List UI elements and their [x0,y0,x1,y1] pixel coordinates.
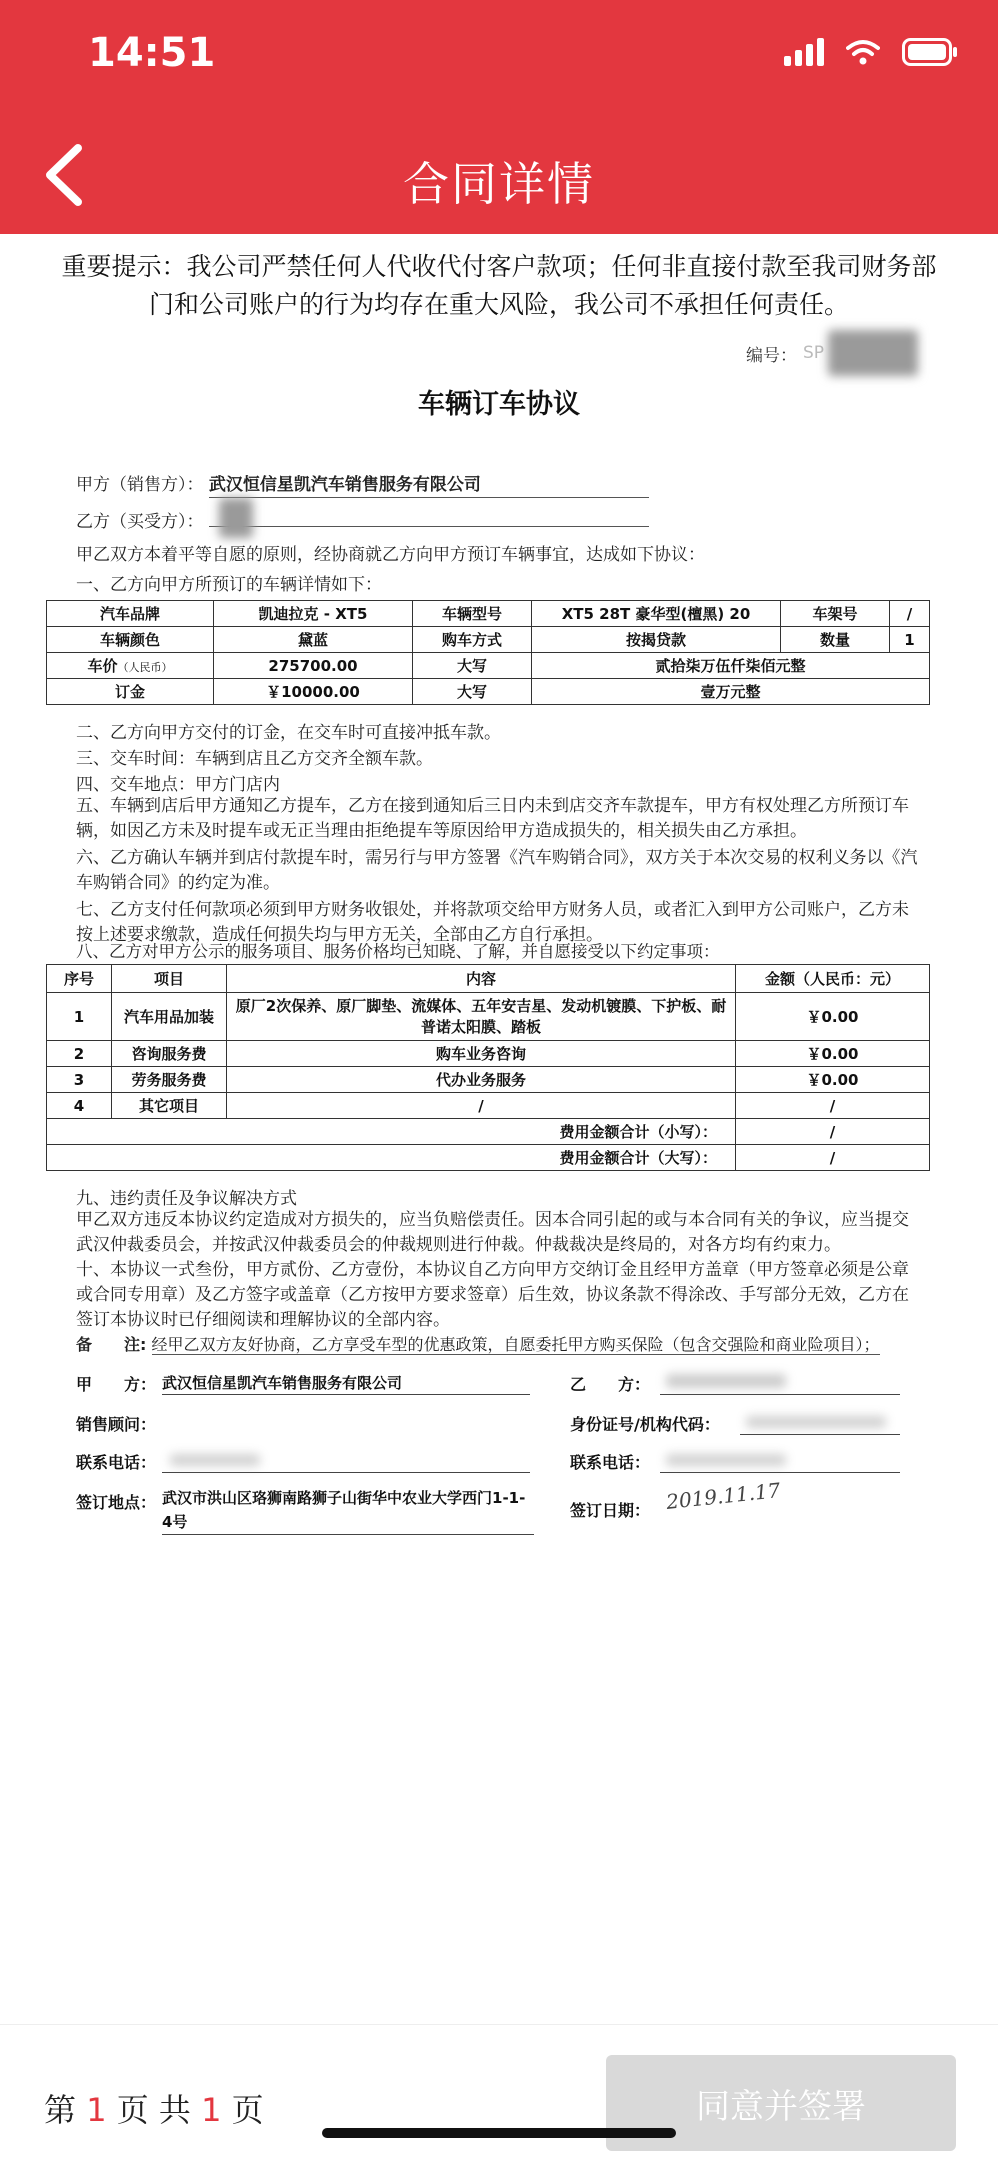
remark-label: 备 注: [76,1335,147,1354]
table-header: 序号 [47,965,112,993]
page-mid: 页 共 [116,2091,191,2129]
contract-number-value: SP [802,343,824,363]
total-big-label: 费用金额合计（大写）： [47,1145,736,1171]
important-notice: 重要提示：我公司严禁任何人代收代付客户款项；任何非直接付款至我司财务部门和公司账户的行为均存在重大风险，我公司不承担任何责任。 [61,252,937,319]
phone-b-label: 联系电话： [570,1453,651,1472]
table-row [47,993,930,1041]
sign-party-b-label: 乙 方： [570,1375,651,1394]
bottom-bar [0,2024,998,2161]
party-b-name-redaction [666,1374,786,1388]
table-row [47,627,930,653]
table-cell: 车辆颜色 [47,627,214,653]
party-a-value: 武汉恒信星凯汽车销售服务有限公司 [209,470,649,498]
clause-3: 三、交车时间：车辆到店且乙方交齐全额车款。 [76,749,433,769]
price-unit: （人民币） [117,661,173,674]
party-a-line [76,470,649,498]
table-cell: 1 [890,627,930,653]
table-cell: 车辆型号 [413,601,532,627]
phone-b-redaction [666,1454,786,1466]
agree-and-sign-button[interactable]: 同意并签署 [606,2055,956,2151]
clause-4: 四、交车地点：甲方门店内 [76,775,280,795]
status-icons [784,38,958,66]
contract-number-redaction [828,330,918,376]
phone-a-value [162,1450,530,1473]
vehicle-table [46,600,930,705]
table-cell: 汽车品牌 [47,601,214,627]
clause-5: 五、车辆到店后甲方通知乙方提车，乙方在接到通知后三日内未到店交齐车款提车，甲方有权处理乙方所预订车辆，如因乙方未及时提车或无正当理由拒绝提车等原因给甲方造成损失的，相关损失由乙方承担。 [76,796,909,841]
party-b-line [76,504,649,532]
table-cell: XT5 28T 豪华型(檀黑) 20 [532,601,781,627]
table-cell: / [227,1093,736,1119]
contract-number-label: 编号： [745,345,797,366]
table-header: 金额（人民币：元） [736,965,930,993]
total-big-value: / [736,1145,930,1171]
party-b-value [209,504,649,527]
clause-7: 七、乙方支付任何款项必须到甲方财务收银处，并将款项交给甲方财务人员，或者汇入到甲方公司账户，乙方未按上述要求缴款，造成任何损失均与甲方无关，全部由乙方自行承担。 [76,900,909,945]
table-cell: 劳务服务费 [112,1067,227,1093]
page-suffix: 页 [231,2091,264,2129]
phone-a-label: 联系电话： [76,1453,157,1472]
table-cell: / [736,1093,930,1119]
table-cell: 贰拾柒万伍仟柒佰元整 [532,653,930,679]
remark-text: 经甲乙双方友好协商，乙方享受车型的优惠政策，自愿委托甲方购买保险（包含交强险和商业险项目）； [151,1335,880,1354]
table-row [47,1093,930,1119]
service-table [46,964,930,1171]
table-cell [47,653,214,679]
table-row [47,679,930,705]
table-cell: 按揭贷款 [532,627,781,653]
sign-party-b-value [660,1372,900,1395]
table-cell: ￥0.00 [736,1041,930,1067]
party-b-redaction [219,498,253,538]
sign-place-value: 武汉市洪山区珞狮南路狮子山街华中农业大学西门1-1-4号 [162,1486,534,1535]
table-row [47,653,930,679]
phone-b-value [660,1450,900,1473]
sign-party-a-label: 甲 方： [76,1375,157,1394]
table-cell: 壹万元整 [532,679,930,705]
status-time: 14:51 [88,30,216,76]
contract-document [0,234,998,2024]
intro-text: 甲乙双方本着平等自愿的原则，经协商就乙方向甲方预订车辆事宜，达成如下协议： [76,545,705,565]
table-cell: 汽车用品加装 [112,993,227,1041]
table-cell: 代办业务服务 [227,1067,736,1093]
total-small-value: / [736,1119,930,1145]
table-cell: 3 [47,1067,112,1093]
clause-9-title: 九、违约责任及争议解决方式 [76,1189,297,1209]
clause-6: 六、乙方确认车辆并到店付款提车时，需另行与甲方签署《汽车购销合同》，双方关于本次交易的权利义务以《汽车购销合同》的约定为准。 [76,848,918,893]
page-current: 1 [86,2091,107,2129]
table-cell: 凯迪拉克 - XT5 [214,601,413,627]
signal-icon [784,38,824,66]
table-row [47,1067,930,1093]
table-header: 项目 [112,965,227,993]
table-cell: 购车业务咨询 [227,1041,736,1067]
page-total: 1 [201,2091,222,2129]
table-cell: 其它项目 [112,1093,227,1119]
page-indicator [44,2085,264,2131]
table-cell: 数量 [781,627,890,653]
page-title: 合同详情 [403,157,595,211]
section-1-title: 一、乙方向甲方所预订的车辆详情如下： [76,575,382,595]
sign-date-label: 签订日期： [570,1501,651,1520]
table-cell: 原厂2次保养、原厂脚垫、流媒体、五年安吉星、发动机镀膜、下护板、耐普诺太阳膜、踏板 [227,993,736,1041]
home-indicator [322,2128,676,2138]
id-number-value [740,1412,900,1435]
table-row [47,1041,930,1067]
table-cell: 4 [47,1093,112,1119]
table-row [47,1119,930,1145]
wifi-icon [846,39,880,65]
table-cell: 2 [47,1041,112,1067]
table-cell: ￥10000.00 [214,679,413,705]
page-prefix: 第 [44,2091,77,2129]
table-cell: 275700.00 [214,653,413,679]
sales-consultant-label: 销售顾问： [76,1415,157,1434]
table-header: 内容 [227,965,736,993]
table-cell: 购车方式 [413,627,532,653]
table-cell: 订金 [47,679,214,705]
table-cell: 1 [47,993,112,1041]
table-cell: / [890,601,930,627]
clause-10: 十、本协议一式叁份，甲方贰份、乙方壹份，本协议自乙方向甲方交纳订金且经甲方盖章（甲方签章必须是公章或合同专用章）及乙方签字或盖章（乙方按甲方要求签章）后生效，协议条款不得涂改、手写部分无效，乙方在签订本协议时已仔细阅读和理解协议的全部内容。 [76,1260,909,1330]
price-label: 车价 [87,657,118,675]
contract-number [746,330,918,376]
table-cell: 大写 [413,653,532,679]
table-header-row [47,965,930,993]
clause-2: 二、乙方向甲方交付的订金，在交车时可直接冲抵车款。 [76,723,501,743]
sign-party-a-value: 武汉恒信星凯汽车销售服务有限公司 [162,1372,530,1395]
phone-a-redaction [170,1454,260,1466]
document-title: 车辆订车协议 [418,389,580,420]
remark-line [76,1332,880,1355]
sign-place-label: 签订地点： [76,1493,157,1512]
party-b-label: 乙方（买受方）： [76,512,204,532]
party-a-label: 甲方（销售方）： [76,475,204,495]
id-number-redaction [746,1416,886,1428]
app-header [0,0,998,234]
table-cell: 咨询服务费 [112,1041,227,1067]
sign-date-value: 2019.11.17 [665,1478,782,1514]
clause-9-body: 甲乙双方违反本协议约定造成对方损失的，应当负赔偿责任。因本合同引起的或与本合同有关的争议，应当提交武汉仲裁委员会，并按武汉仲裁委员会的仲裁规则进行仲裁。仲裁裁决是终局的，对各方均有约束力。 [76,1210,909,1255]
clause-8: 八、乙方对甲方公示的服务项目、服务价格均已知晓、了解，并自愿接受以下约定事项： [76,942,720,961]
table-cell: ￥0.00 [736,1067,930,1093]
table-cell: 大写 [413,679,532,705]
total-small-label: 费用金额合计（小写）： [47,1119,736,1145]
table-row [47,601,930,627]
table-cell: 黛蓝 [214,627,413,653]
battery-icon [902,38,958,66]
table-cell: ￥0.00 [736,993,930,1041]
id-number-label: 身份证号/机构代码： [570,1415,720,1434]
table-row [47,1145,930,1171]
table-cell: 车架号 [781,601,890,627]
